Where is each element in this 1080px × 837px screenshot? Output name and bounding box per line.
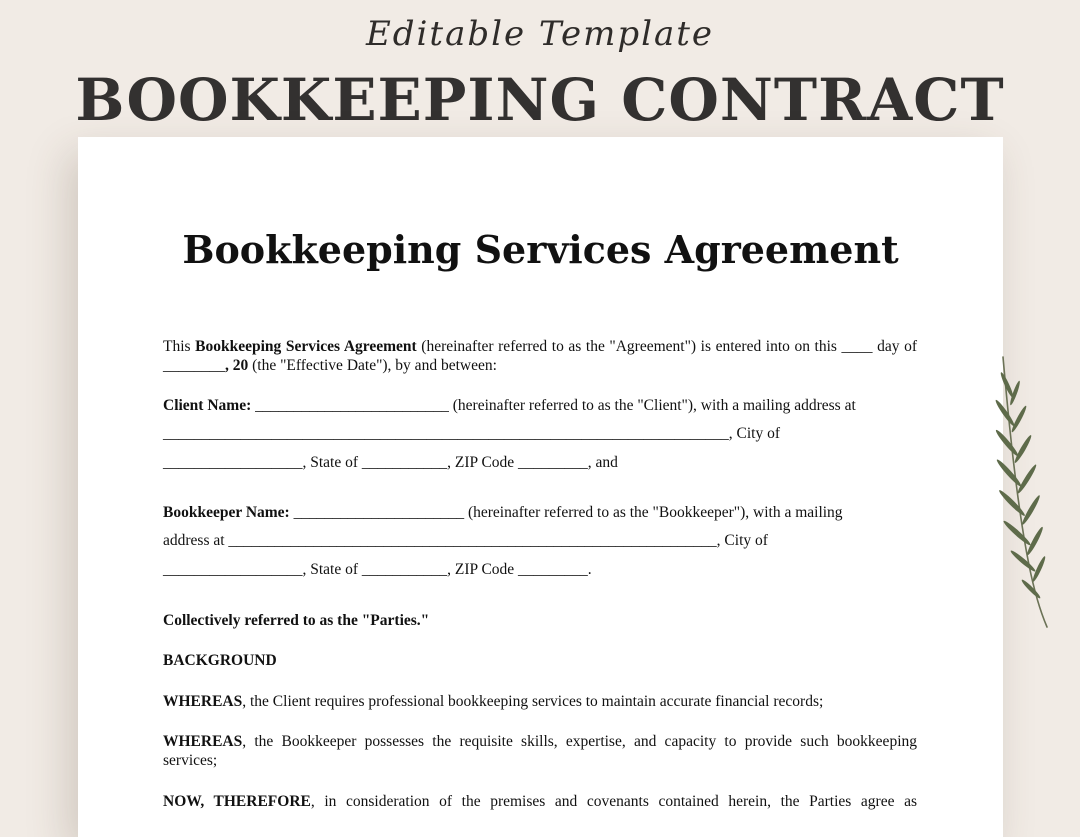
- intro-text-3: (the "Effective Date"), by and between:: [248, 357, 497, 374]
- intro-bold-year: , 20: [225, 357, 249, 374]
- intro-text-2: (hereinafter referred to as the "Agreement") is entered into on this ____ day of ________: [163, 338, 917, 374]
- client-line-1-text: _________________________ (hereinafter referred to as the "Client"), with a mailing address at: [251, 397, 856, 414]
- background-heading: BACKGROUND: [163, 652, 277, 669]
- bookkeeper-line-3: __________________, State of ___________, ZIP Code _________.: [163, 561, 592, 578]
- now-therefore-label: NOW, THEREFORE: [163, 793, 311, 810]
- bookkeeper-line-2: address at _______________________________________________________________, City of: [163, 532, 768, 549]
- whereas-1-text: , the Client requires professional bookkeeping services to maintain accurate financial records;: [242, 693, 824, 710]
- rosemary-sprig-icon: [985, 355, 1065, 630]
- whereas-1: [163, 692, 917, 711]
- intro-text-1: This: [163, 338, 196, 355]
- parties-text: Collectively referred to as the "Parties.": [163, 612, 430, 629]
- background-line: [163, 652, 277, 670]
- document-title: Bookkeeping Services Agreement: [182, 227, 899, 272]
- whereas-2-text: , the Bookkeeper possesses the requisite skills, expertise, and capacity to provide such bookkeeping services;: [163, 733, 917, 769]
- client-line-2: _________________________________________________________________________, City of: [163, 425, 780, 442]
- banner-title: BOOKKEEPING CONTRACT: [75, 66, 1005, 134]
- bookkeeper-label: Bookkeeper Name:: [163, 504, 290, 521]
- parties-line: [163, 612, 429, 630]
- client-label: Client Name:: [163, 397, 252, 414]
- client-line-1: [163, 397, 856, 415]
- document-page: [78, 137, 1003, 837]
- now-therefore-text: , in consideration of the premises and covenants contained herein, the Parties agree as: [310, 793, 917, 810]
- banner-script: Editable Template: [365, 14, 715, 54]
- client-line-3: __________________, State of ___________, ZIP Code _________, and: [163, 454, 618, 471]
- intro-paragraph: [163, 337, 917, 375]
- whereas-1-label: WHEREAS: [163, 693, 243, 710]
- whereas-2: [163, 732, 917, 770]
- intro-bold-agreement: Bookkeeping Services Agreement: [195, 338, 417, 355]
- now-therefore: [163, 792, 917, 811]
- whereas-2-label: WHEREAS: [163, 733, 243, 750]
- bookkeeper-line-1-text: ______________________ (hereinafter referred to as the "Bookkeeper"), with a mailing: [289, 504, 843, 521]
- bookkeeper-line-1: [163, 504, 843, 522]
